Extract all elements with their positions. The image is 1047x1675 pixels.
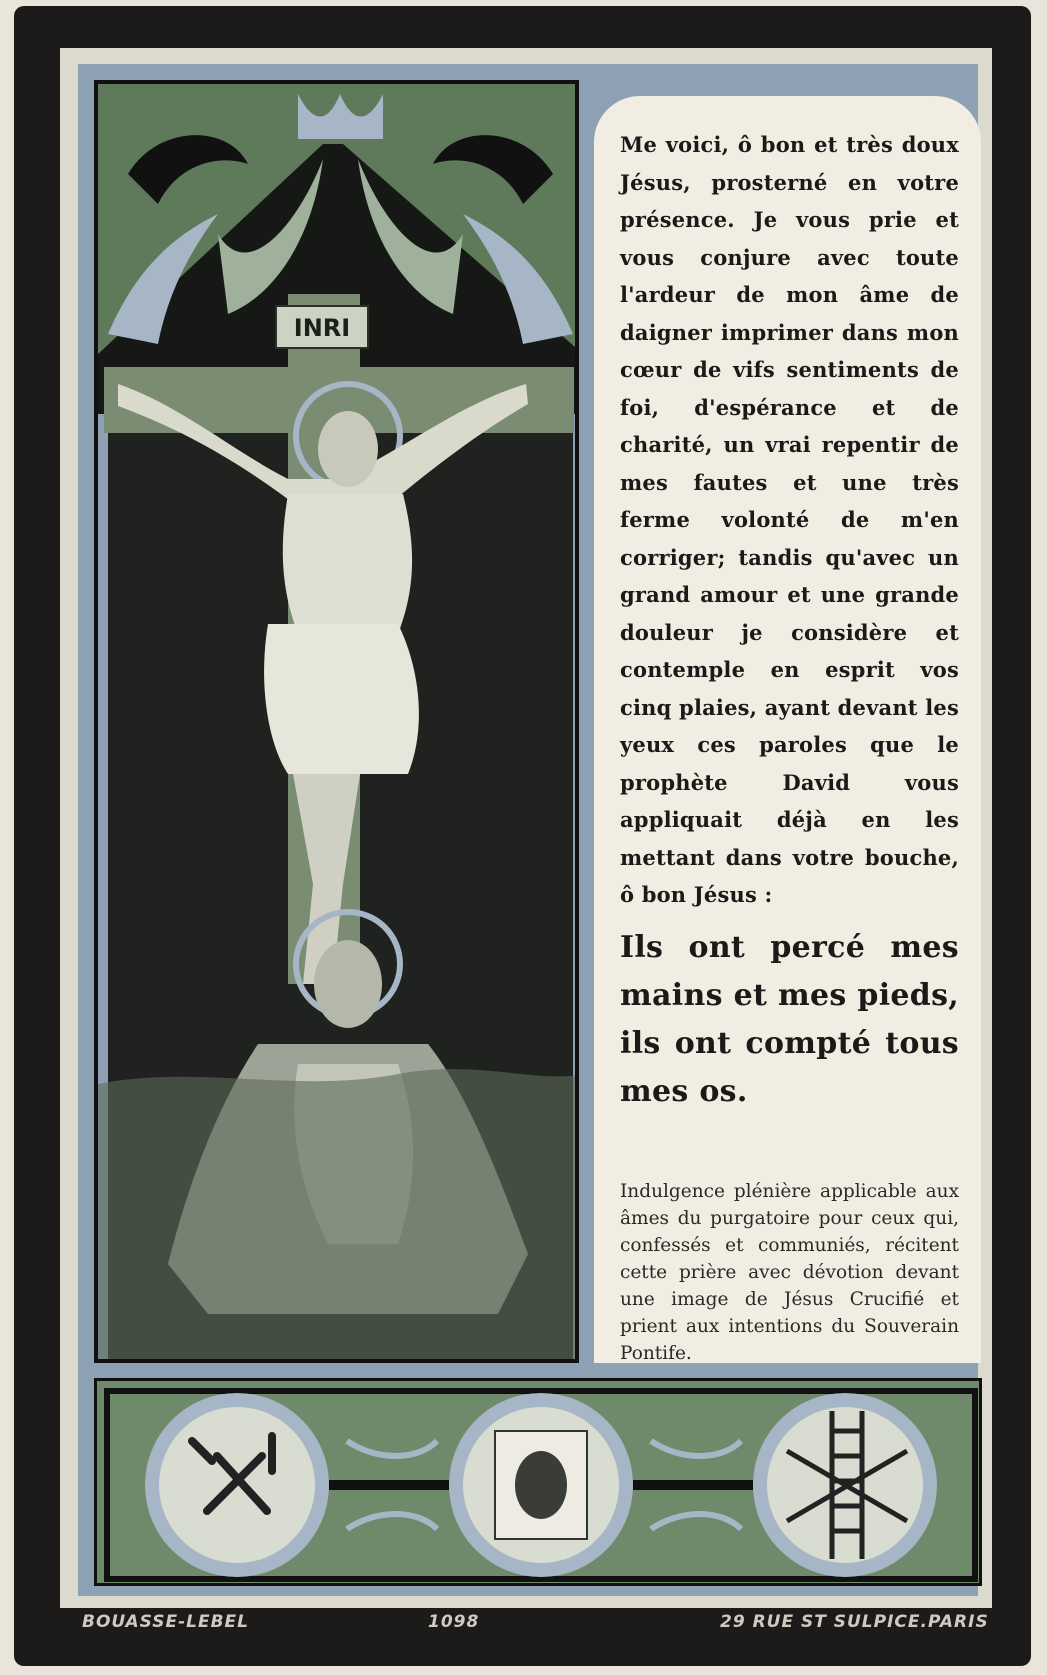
mary-head <box>314 940 382 1028</box>
crucifixion-drawing <box>98 84 579 1363</box>
christ-head <box>318 411 378 487</box>
quatrefoil-left <box>145 1393 329 1577</box>
holy-face-icon <box>515 1451 567 1519</box>
psalm-verse: Ils ont percé mes mains et mes pieds, ils ont compté tous mes os. <box>620 929 959 1109</box>
christ-loincloth <box>264 624 419 774</box>
ground-rocks <box>98 1069 579 1363</box>
christ-torso <box>283 494 412 634</box>
card-number: 1098 <box>428 1612 480 1632</box>
publisher-imprint: BOUASSE-LEBEL <box>82 1612 250 1632</box>
inri-text: INRI <box>293 314 351 342</box>
instruments-of-passion-band <box>94 1378 982 1586</box>
quatrefoil-center <box>449 1393 633 1577</box>
prayer-text: Me voici, ô bon et très doux Jésus, prosterné en votre présence. Je vous prie et vous conjure avec toute l'ardeur de mon âme de daigner imprimer dans mon cœur de vifs sentiments de foi, d'espérance et de charité, un vrai repentir de mes fautes et une très ferme volonté de m'en corriger; tandis qu'avec un grand amour et une grande douleur je considère et contemple en esprit vos cinq plaies, ayant devant les yeux ces paroles que le prophète David vous appliquait déjà en les mettant dans votre bouche, ô bon Jésus : <box>620 132 959 907</box>
publisher-address: 29 RUE ST SULPICE.PARIS <box>720 1612 989 1632</box>
prayer-panel <box>594 96 981 1363</box>
indulgence-text: Indulgence plénière applicable aux âmes du purgatoire pour ceux qui, confessés et communiés, récitent cette prière avec dévotion devant une image de Jésus Crucifié et prient aux intentions du Souverain Pontife. <box>620 1180 959 1364</box>
passion-ornament-drawing <box>97 1381 982 1586</box>
crucifixion-illustration <box>94 80 579 1363</box>
quatrefoil-right <box>753 1393 937 1577</box>
